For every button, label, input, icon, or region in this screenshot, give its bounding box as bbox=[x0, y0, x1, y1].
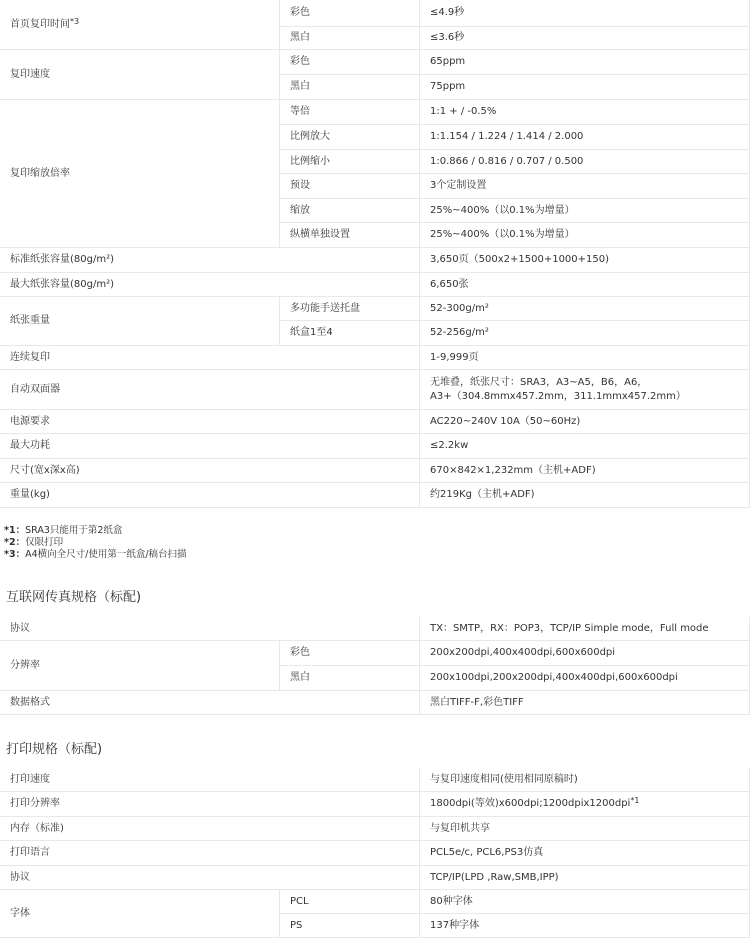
fax-heading: 互联网传真规格（标配) bbox=[6, 590, 142, 605]
duplex-value-cell bbox=[420, 370, 750, 410]
zoom-label: 复印缩放倍率 bbox=[0, 100, 280, 248]
sub-label: PS bbox=[280, 914, 420, 938]
memory-label: 内存（标准) bbox=[0, 817, 420, 841]
fax-resolution-label: 分辨率 bbox=[0, 641, 280, 691]
cell-value: ≤3.6秒 bbox=[420, 27, 750, 50]
cell-value: 1:1 + / -0.5% bbox=[420, 100, 750, 125]
sub-label: 缩放 bbox=[280, 199, 420, 223]
sub-label: 彩色 bbox=[280, 50, 420, 75]
cell-value: 670×842×1,232mm（主机+ADF) bbox=[420, 459, 750, 483]
footnote: *1：SRA3只能用于第2纸盒 bbox=[4, 525, 123, 536]
cell-value: 200x200dpi,400x400dpi,600x600dpi bbox=[420, 641, 750, 666]
print-resolution-sup: *1 bbox=[630, 796, 640, 805]
sub-label: 黑白 bbox=[280, 666, 420, 691]
cell-value: 与复印速度相同(使用相同原稿时) bbox=[420, 768, 750, 792]
max-paper-label: 最大纸张容量(80g/m²) bbox=[0, 273, 420, 297]
fax-format-label: 数据格式 bbox=[0, 691, 420, 715]
cell-value: 25%~400%（以0.1%为增量） bbox=[420, 223, 750, 248]
sub-label: 彩色 bbox=[280, 0, 420, 27]
cell-value: 137种字体 bbox=[420, 914, 750, 938]
sub-label: 等倍 bbox=[280, 100, 420, 125]
copy-speed-label: 复印速度 bbox=[0, 50, 280, 100]
first-copy-time-text: 首页复印时间 bbox=[10, 18, 70, 30]
duplex-value-line2: A3+（304.8mmx457.2mm，311.1mmx457.2mm） bbox=[430, 390, 686, 402]
sub-label: 多功能手送托盘 bbox=[280, 297, 420, 321]
print-protocol-label: 协议 bbox=[0, 866, 420, 890]
cell-value: 3,650页（500x2+1500+1000+150) bbox=[420, 248, 750, 273]
cell-value: ≤4.9秒 bbox=[420, 0, 750, 27]
cell-value: ≤2.2kw bbox=[420, 434, 750, 459]
paper-weight-label: 纸张重量 bbox=[0, 297, 280, 346]
cell-value: 65ppm bbox=[420, 50, 750, 75]
weight-label: 重量(kg) bbox=[0, 483, 420, 508]
sub-label: 比例放大 bbox=[280, 125, 420, 150]
cell-value: PCL5e/c, PCL6,PS3仿真 bbox=[420, 841, 750, 866]
sub-label: 预设 bbox=[280, 174, 420, 199]
fax-protocol-label: 协议 bbox=[0, 617, 420, 641]
fonts-label: 字体 bbox=[0, 890, 280, 938]
cell-value: 200x100dpi,200x200dpi,400x400dpi,600x600dpi bbox=[420, 666, 750, 691]
cell-value: 75ppm bbox=[420, 75, 750, 100]
print-resolution-label: 打印分辨率 bbox=[0, 792, 420, 817]
cell-value: 1:0.866 / 0.816 / 0.707 / 0.500 bbox=[420, 150, 750, 174]
size-label: 尺寸(宽x深x高) bbox=[0, 459, 420, 483]
std-paper-label: 标准纸张容量(80g/m²) bbox=[0, 248, 420, 273]
sub-label: 纵横单独设置 bbox=[280, 223, 420, 248]
continuous-label: 连续复印 bbox=[0, 346, 420, 370]
sub-label: 纸盒1至4 bbox=[280, 321, 420, 346]
sub-label: 彩色 bbox=[280, 641, 420, 666]
cell-value: 黑白TIFF-F,彩色TIFF bbox=[420, 691, 750, 715]
print-heading: 打印规格（标配) bbox=[6, 742, 103, 757]
print-speed-label: 打印速度 bbox=[0, 768, 420, 792]
cell-value: 3个定制设置 bbox=[420, 174, 750, 199]
cell-value: 80种字体 bbox=[420, 890, 750, 914]
cell-value: 25%~400%（以0.1%为增量） bbox=[420, 199, 750, 223]
cell-value: 约219Kg（主机+ADF) bbox=[420, 483, 750, 508]
fax-spec-table bbox=[0, 617, 750, 715]
first-copy-time-sup: *3 bbox=[70, 16, 80, 26]
footnote: *2：仅限打印 bbox=[4, 537, 64, 548]
first-copy-time-label bbox=[0, 0, 280, 50]
language-label: 打印语言 bbox=[0, 841, 420, 866]
power-label: 电源要求 bbox=[0, 410, 420, 434]
duplex-label: 自动双面器 bbox=[0, 370, 420, 410]
cell-value: 与复印机共享 bbox=[420, 817, 750, 841]
cell-value: AC220~240V 10A（50~60Hz) bbox=[420, 410, 750, 434]
cell-value: TCP/IP(LPD ,Raw,SMB,IPP) bbox=[420, 866, 750, 890]
cell-value: 1:1.154 / 1.224 / 1.414 / 2.000 bbox=[420, 125, 750, 150]
print-resolution-value: 1800dpi(等效)x600dpi;1200dpix1200dpi $^{*1}$ bbox=[420, 792, 750, 817]
max-power-label: 最大功耗 bbox=[0, 434, 420, 459]
duplex-value-line1: 无堆叠，纸张尺寸：SRA3，A3~A5，B6，A6， bbox=[430, 376, 648, 388]
sub-label: 比例缩小 bbox=[280, 150, 420, 174]
footnotes bbox=[4, 525, 187, 561]
cell-value: 6,650张 bbox=[420, 273, 750, 297]
cell-value: 52-256g/m² bbox=[420, 321, 750, 346]
sub-label: 黑白 bbox=[280, 27, 420, 50]
footnote: *3：A4横向全尺寸/使用第一纸盒/稿台扫描 bbox=[4, 549, 187, 560]
cell-value: TX：SMTP，RX：POP3，TCP/IP Simple mode，Full mode bbox=[420, 617, 750, 641]
cell-value: 1-9,999页 bbox=[420, 346, 750, 370]
print-spec-table bbox=[0, 768, 750, 938]
sub-label: PCL bbox=[280, 890, 420, 914]
cell-value: 52-300g/m² bbox=[420, 297, 750, 321]
sub-label: 黑白 bbox=[280, 75, 420, 100]
